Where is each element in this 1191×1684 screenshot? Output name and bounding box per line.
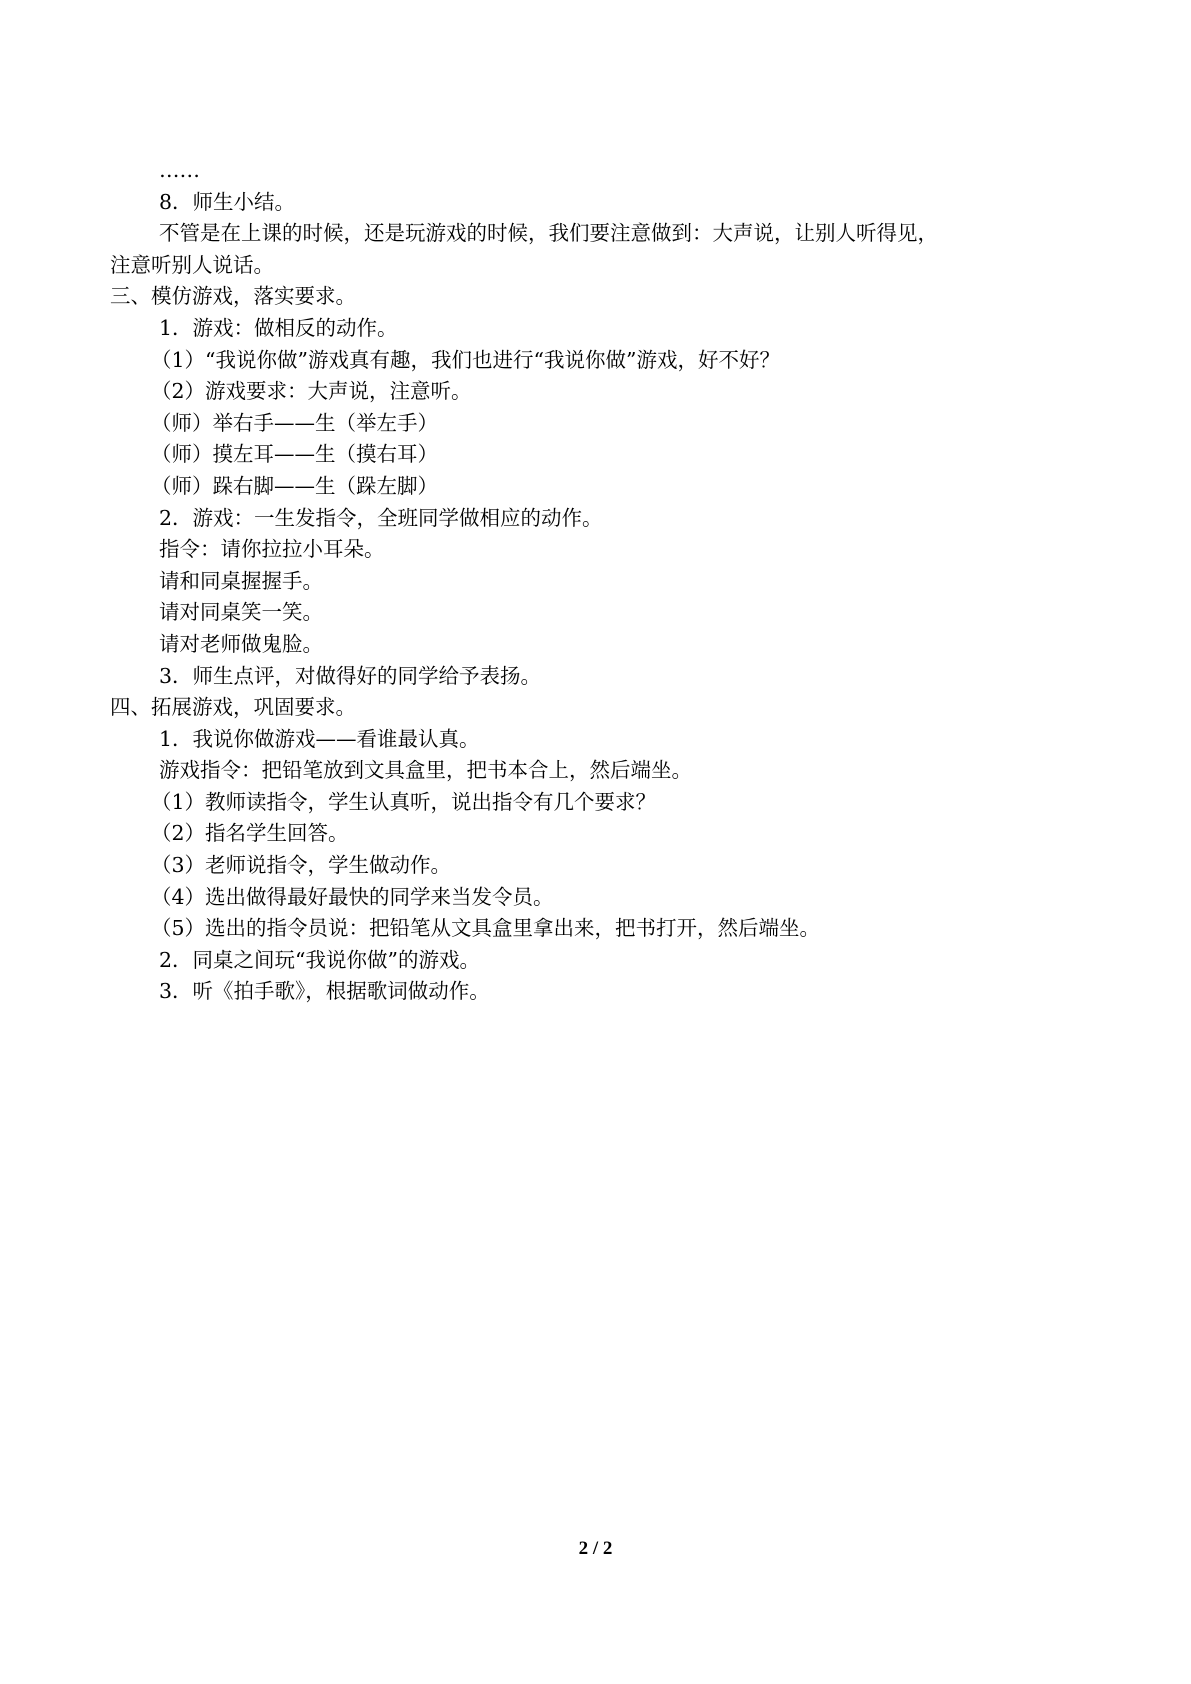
body-line: （师）摸左耳——生（摸右耳） [151,442,438,467]
body-line: （5）选出的指令员说：把铅笔从文具盒里拿出来，把书打开，然后端坐。 [151,916,821,941]
body-line: （师）举右手——生（举左手） [151,410,438,435]
body-line: 2．游戏：一生发指令，全班同学做相应的动作。 [159,505,603,530]
body-line: 3．听《拍手歌》，根据歌词做动作。 [159,979,490,1004]
body-line: 注意听别人说话。 [110,252,274,277]
section-heading: 四、拓展游戏，巩固要求。 [110,695,356,720]
body-line: 3．师生点评，对做得好的同学给予表扬。 [159,663,542,688]
body-line: 8．师生小结。 [159,189,296,214]
body-line: 请对老师做鬼脸。 [159,631,323,656]
body-line: （2）游戏要求：大声说，注意听。 [151,379,472,404]
body-line: 请和同桌握握手。 [159,568,323,593]
body-line: 1．我说你做游戏——看谁最认真。 [159,726,480,751]
body-line: 请对同桌笑一笑。 [159,600,323,625]
section-heading: 三、模仿游戏，落实要求。 [110,284,356,309]
document-body [110,155,1090,1008]
page-number: 2 / 2 [578,1538,613,1559]
body-line: （3）老师说指令，学生做动作。 [151,853,452,878]
body-line: （1）教师读指令，学生认真听，说出指令有几个要求？ [151,789,657,814]
body-line: 指令：请你拉拉小耳朵。 [159,537,385,562]
body-line: 1．游戏：做相反的动作。 [159,315,398,340]
body-line: （2）指名学生回答。 [151,821,349,846]
body-line: 不管是在上课的时候，还是玩游戏的时候，我们要注意做到：大声说，让别人听得见， [159,221,938,246]
body-line: 2．同桌之间玩“我说你做”的游戏。 [159,947,481,972]
body-line: （师）跺右脚——生（跺左脚） [151,473,438,498]
body-line: …… [159,158,200,182]
body-line: （1）“我说你做”游戏真有趣，我们也进行“我说你做”游戏，好不好？ [151,347,780,372]
body-line: （4）选出做得最好最快的同学来当发令员。 [151,884,554,909]
body-line: 游戏指令：把铅笔放到文具盒里，把书本合上，然后端坐。 [159,758,692,783]
